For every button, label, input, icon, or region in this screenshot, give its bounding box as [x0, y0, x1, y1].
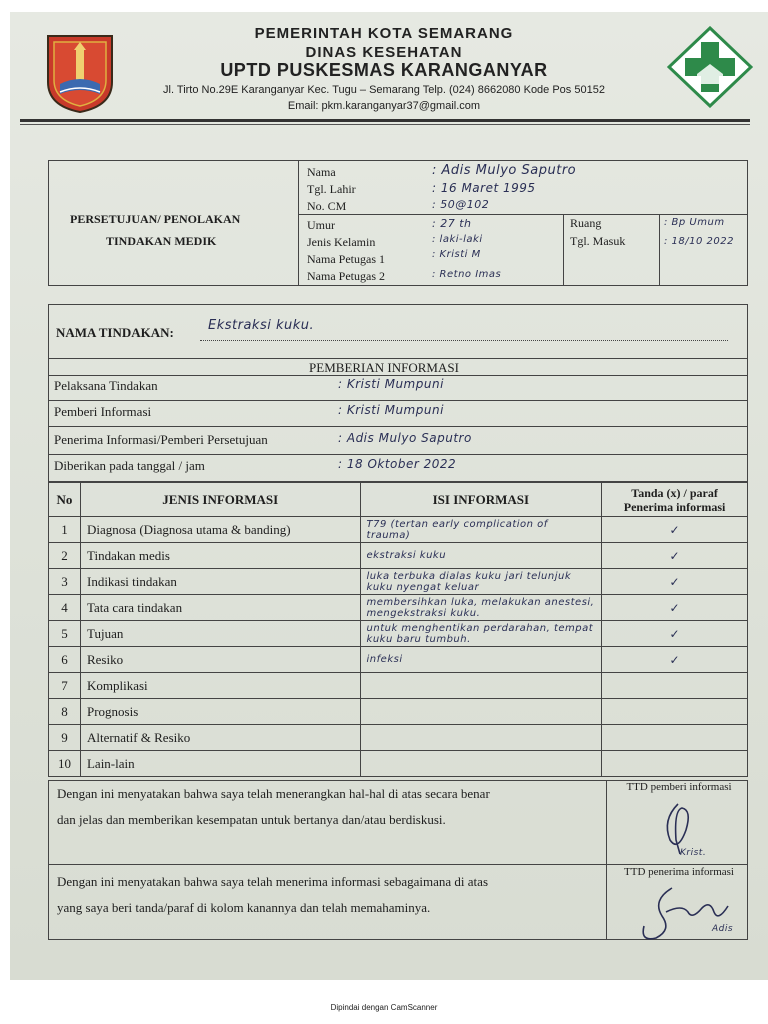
statement1-line2: dan jelas dan memberikan kesempatan untuk bertanya dan/atau berdiskusi. [57, 812, 446, 827]
statement1-line1: Dengan ini menyatakan bahwa saya telah menerangkan hal-hal di atas secara benar [57, 786, 490, 801]
ttd-penerima-label: TTD penerima informasi [624, 866, 734, 878]
pemberian-value-4: : 18 Oktober 2022 [338, 457, 457, 471]
pemberian-value-1: : Kristi Mumpuni [338, 377, 444, 391]
label-petugas1: Nama Petugas 1 [307, 252, 385, 266]
header-address: Jl. Tirto No.29E Karanganyar Kec. Tugu – Semarang Telp. (024) 8662080 Kode Pos 50152 [163, 84, 605, 96]
pemberian-value-3: : Adis Mulyo Saputro [338, 431, 472, 445]
table-row: 4 Tata cara tindakan membersihkan luka, melakukan anestesi, mengekstraksi kuku. ✓ [49, 595, 748, 621]
signature-pemberi-name: Krist. [680, 848, 707, 858]
header-rule-thin [20, 124, 750, 125]
header-line2: DINAS KESEHATAN [305, 44, 463, 61]
table-row: 1 Diagnosa (Diagnosa utama & banding) T79 (tertan early complication of trauma) ✓ [49, 517, 748, 543]
header-tanda: Tanda (x) / paraf Penerima informasi [602, 483, 748, 517]
scanner-footer: Dipindai dengan CamScanner [330, 1003, 438, 1012]
table-header-row [49, 483, 748, 517]
label-nama: Nama [307, 165, 336, 179]
label-no-cm: No. CM [307, 199, 347, 213]
table-row: 3 Indikasi tindakan luka terbuka dialas kuku jari telunjuk kuku nyengat keluar ✓ [49, 569, 748, 595]
label-petugas2: Nama Petugas 2 [307, 269, 385, 283]
pemberian-label-3: Penerima Informasi/Pemberi Persetujuan [54, 432, 268, 447]
tindakan-value: Ekstraksi kuku. [208, 318, 315, 333]
table-row: 7 Komplikasi [49, 673, 748, 699]
value-ruang: : Bp Umum [664, 217, 725, 228]
form-title-line1: PERSETUJUAN/ PENOLAKAN [70, 212, 241, 226]
table-row: 8 Prognosis [49, 699, 748, 725]
form-title-line2: TINDAKAN MEDIK [106, 234, 217, 248]
value-tgl-masuk: : 18/10 2022 [664, 236, 734, 247]
value-no-cm: : 50@102 [432, 198, 490, 211]
label-tgl-masuk: Tgl. Masuk [570, 234, 626, 248]
table-row: 6 Resiko infeksi ✓ [49, 647, 748, 673]
statement2-line2: yang saya beri tanda/paraf di kolom kanannya dan telah memahaminya. [57, 900, 431, 915]
pemberian-label-4: Diberikan pada tanggal / jam [54, 458, 205, 473]
header-line1: PEMERINTAH KOTA SEMARANG [254, 25, 514, 42]
statement2-line1: Dengan ini menyatakan bahwa saya telah menerima informasi sebagaimana di atas [57, 874, 488, 889]
table-row: 10 Lain-lain [49, 751, 748, 777]
information-table [48, 482, 748, 777]
table-row: 9 Alternatif & Resiko [49, 725, 748, 751]
header-line3: UPTD PUSKESMAS KARANGANYAR [220, 60, 548, 80]
header-no: No [49, 483, 81, 517]
table-row: 2 Tindakan medis ekstraksi kuku ✓ [49, 543, 748, 569]
label-ruang: Ruang [570, 216, 602, 230]
value-tgl-lahir: : 16 Maret 1995 [432, 181, 536, 195]
pemberian-label-1: Pelaksana Tindakan [54, 378, 158, 393]
value-nama: : Adis Mulyo Saputro [432, 163, 577, 178]
value-umur: : 27 th [432, 217, 472, 230]
header-isi: ISI INFORMASI [360, 483, 602, 517]
tindakan-label: NAMA TINDAKAN: [56, 325, 174, 340]
signature-penerima [632, 882, 742, 944]
pemberian-value-2: : Kristi Mumpuni [338, 403, 444, 417]
pemberian-label-2: Pemberi Informasi [54, 404, 152, 419]
label-tgl-lahir: Tgl. Lahir [307, 182, 356, 196]
header-rule [20, 119, 750, 122]
value-petugas2: : Retno Imas [432, 269, 502, 280]
header-jenis: JENIS INFORMASI [80, 483, 360, 517]
label-umur: Umur [307, 218, 335, 232]
value-jenis-kelamin: : laki-laki [432, 234, 483, 245]
signature-penerima-name: Adis [712, 924, 734, 934]
header-email: Email: pkm.karanganyar37@gmail.com [287, 100, 481, 112]
label-jenis-kelamin: Jenis Kelamin [307, 235, 376, 249]
table-row: 5 Tujuan untuk menghentikan perdarahan, tempat kuku baru tumbuh. ✓ [49, 621, 748, 647]
value-petugas1: : Kristi M [432, 249, 481, 260]
ttd-pemberi-label: TTD pemberi informasi [626, 781, 732, 793]
pemberian-title: PEMBERIAN INFORMASI [309, 360, 459, 375]
